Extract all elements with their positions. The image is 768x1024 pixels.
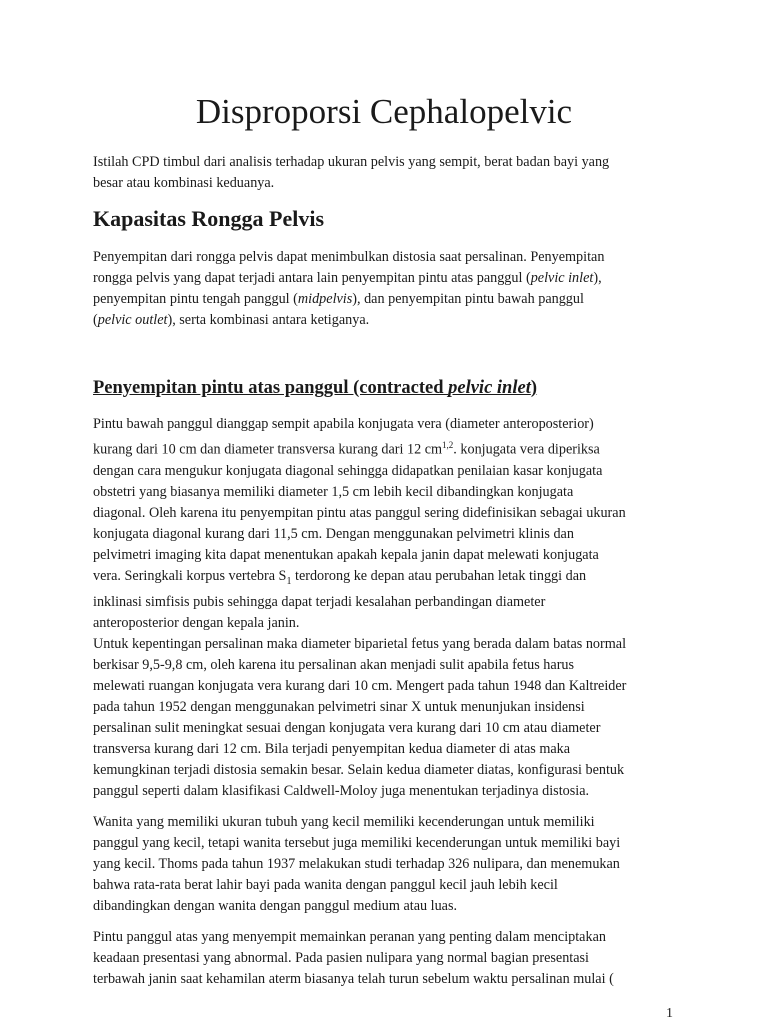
text-line: berkisar 9,5-9,8 cm, oleh karena itu persalinan akan menjadi sulit apabila fetus harus <box>93 657 575 673</box>
text-line: melewati ruangan konjugata vera kurang dari 10 cm. Mengert pada tahun 1948 dan Kaltreider <box>93 678 627 694</box>
text-line: besar atau kombinasi keduanya. <box>93 175 275 191</box>
footnote-reference: 1,2 <box>442 440 454 450</box>
text-line: pada tahun 1952 dengan menggunakan pelvimetri sinar X untuk menunjukan insidensi <box>93 699 585 715</box>
text-line: bahwa rata-rata berat lahir bayi pada wanita dengan panggul kecil jauh lebih kecil <box>93 877 558 893</box>
document-title: Disproporsi Cephalopelvic <box>195 92 573 131</box>
intro-paragraph <box>93 152 683 194</box>
text-line: Pintu panggul atas yang menyempit memainkan peranan yang penting dalam menciptakan <box>93 929 606 945</box>
italic-term: pelvic outlet <box>97 312 168 328</box>
text-line: dengan cara mengukur konjugata diagonal sehingga didapatkan penilaian kasar konjugata <box>93 462 603 479</box>
text-line: konjugata diagonal kurang dari 11,5 cm. Dengan menggunakan pelvimetri klinis dan <box>93 525 574 542</box>
text-line: persalinan sulit meningkat sesuai dengan konjugata vera kurang dari 10 cm atau diameter <box>93 720 601 736</box>
italic-term: pelvic inlet <box>530 270 594 286</box>
text-line: Wanita yang memiliki ukuran tubuh yang kecil memiliki kecenderungan untuk memiliki <box>93 814 595 830</box>
text-line: diagonal. Oleh karena itu penyempitan pintu atas panggul sering didefinisikan sebagai ukuran <box>93 504 626 521</box>
text-line: obstetri yang biasanya memiliki diameter 1,5 cm lebih kecil dibandingkan konjugata <box>93 483 574 500</box>
section1-paragraph <box>93 247 683 331</box>
section2-paragraph-3 <box>93 812 683 917</box>
subscript: 1 <box>286 575 292 587</box>
section2-paragraph-4 <box>93 927 683 990</box>
section2-paragraph-2 <box>93 634 683 802</box>
text-line: panggul seperti dalam klasifikasi Caldwell-Moloy juga menentukan terjadinya distosia. <box>93 783 590 799</box>
text-line: (pelvic outlet), serta kombinasi antara ketiganya. <box>93 312 370 328</box>
text-line: keadaan presentasi yang abnormal. Pada pasien nulipara yang normal bagian presentasi <box>93 950 589 966</box>
text-line: Istilah CPD timbul dari analisis terhadap ukuran pelvis yang sempit, berat badan bayi yang <box>93 154 610 170</box>
text-line: anteroposterior dengan kepala janin. <box>93 614 300 631</box>
text-line: Penyempitan dari rongga pelvis dapat menimbulkan distosia saat persalinan. Penyempitan <box>93 249 605 265</box>
text-line: vera. Seringkali korpus vertebra $S_1$ terdorong ke depan atau perubahan letak tinggi dan <box>93 567 587 587</box>
text-line: yang kecil. Thoms pada tahun 1937 melakukan studi terhadap 326 nulipara, dan menemukan <box>93 856 620 872</box>
page-number: 1 <box>666 1006 673 1021</box>
section-heading-kapasitas: Kapasitas Rongga Pelvis <box>93 206 325 231</box>
italic-term: midpelvis <box>297 291 353 307</box>
text-line: Untuk kepentingan persalinan maka diameter biparietal fetus yang berada dalam batas normal <box>93 636 627 652</box>
section2-paragraph-1 <box>93 414 683 634</box>
text-line: rongga pelvis yang dapat terjadi antara lain penyempitan pintu atas panggul (pelvic inlet), <box>93 270 602 286</box>
text-line: panggul yang kecil, tetapi wanita tersebut juga memiliki kecenderungan untuk memiliki bayi <box>93 835 621 851</box>
text-line: dibandingkan dengan wanita dengan panggul medium atau luas. <box>93 898 458 914</box>
text-line: terbawah janin saat kehamilan aterm biasanya telah turun sebelum waktu persalinan mulai ( <box>93 971 614 987</box>
text-line: Pintu bawah panggul dianggap sempit apabila konjugata vera (diameter anteroposterior) <box>93 416 594 432</box>
text-line: pelvimetri imaging kita dapat menentukan apakah kepala janin dapat melewati konjugata <box>93 546 599 563</box>
text-line: kemungkinan terjadi distosia semakin besar. Selain kedua diameter diatas, konfigurasi bentuk <box>93 762 625 778</box>
text-line: transversa kurang dari 12 cm. Bila terjadi penyempitan kedua diameter di atas maka <box>93 741 571 757</box>
text-line: inklinasi simfisis pubis sehingga dapat terjadi kesalahan perbandingan diameter <box>93 593 546 610</box>
text-line: kurang dari 10 cm dan diameter transversa kurang dari 12 cm$^{1,2}$. konjugata vera diperiksa <box>93 440 600 458</box>
section-heading-pelvic-inlet: Penyempitan pintu atas panggul (contracted pelvic inlet) <box>93 378 538 398</box>
text-line: penyempitan pintu tengah panggul (midpelvis), dan penyempitan pintu bawah panggul <box>93 291 584 307</box>
